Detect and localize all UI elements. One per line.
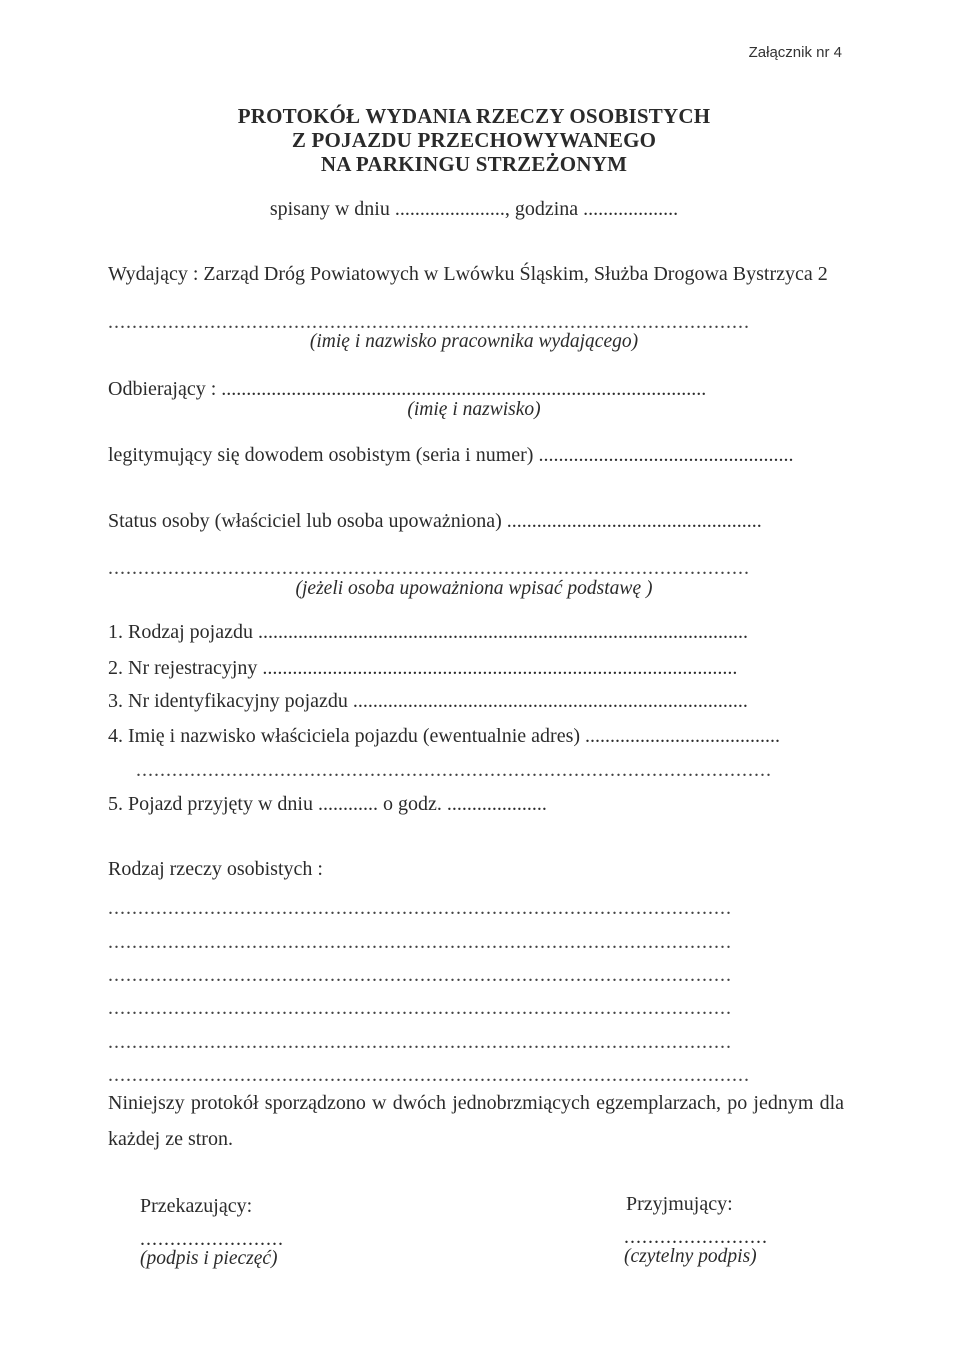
title-line-2: Z POJAZDU PRZECHOWYWANEGO — [291, 128, 657, 152]
issuer-caption: (imię i nazwisko pracownika wydającego) — [309, 331, 639, 352]
title-line-3: NA PARKINGU STRZEŻONYM — [320, 152, 628, 176]
closing-statement-end: każdej ze stron. — [108, 1128, 233, 1150]
belongings-label: Rodzaj rzeczy osobistych : — [108, 858, 323, 880]
annex-label: Załącznik nr 4 — [748, 44, 842, 61]
status-caption: (jeżeli osoba upoważniona wpisać podstawę ) — [295, 578, 653, 599]
item-owner-continuation: .......................................................................................................... — [136, 759, 772, 781]
item-vin: 3. Nr identyfikacyjny pojazdu ............................................................................... — [108, 690, 748, 712]
belongings-line: ........................................................................................................ — [108, 1031, 732, 1053]
closing-statement: Niniejszy protokół sporządzono w dwóch jednobrzmiących egzemplarzach, po jednym dla — [108, 1092, 844, 1114]
belongings-line: ........................................................................................................ — [108, 931, 732, 953]
item-owner: 4. Imię i nazwisko właściciela pojazdu (ewentualnie adres) ....................................... — [108, 725, 781, 747]
written-on-line: spisany w dniu ......................, godzina ................... — [269, 198, 679, 220]
belongings-line: ........................................................................................................ — [108, 997, 732, 1019]
title-line-1: PROTOKÓŁ WYDANIA RZECZY OSOBISTYCH — [237, 104, 711, 128]
item-registration-number: 2. Nr rejestracyjny ............................................................................................... — [108, 657, 738, 679]
belongings-line: ........................................................................................................ — [108, 964, 732, 986]
item-vehicle-type: 1. Rodzaj pojazdu .................................................................................................. — [108, 621, 748, 643]
recipient-line: Odbierający : ................................................................................................. — [108, 378, 707, 400]
status-line: Status osoby (właściciel lub osoba upoważniona) ................................................... — [108, 510, 762, 532]
issuer-line: Wydający : Zarząd Dróg Powiatowych w Lwówku Śląskim, Służba Drogowa Bystrzyca 2 — [108, 263, 828, 285]
signature-left-line: ........................ — [140, 1228, 284, 1250]
item-accepted-date: 5. Pojazd przyjęty w dniu ............ o godz. .................... — [108, 793, 547, 815]
issuer-name-dots: ........................................................................................................... — [108, 311, 750, 333]
status-basis-dots: ........................................................................................................... — [108, 557, 750, 579]
signature-left-caption: (podpis i pieczęć) — [140, 1248, 278, 1269]
belongings-line: ........................................................................................................... — [108, 1064, 750, 1086]
signature-right-line: ........................ — [624, 1226, 768, 1248]
belongings-line: ........................................................................................................ — [108, 897, 732, 919]
signature-right-caption: (czytelny podpis) — [624, 1246, 757, 1267]
id-document-line: legitymujący się dowodem osobistym (seria i numer) ................................................... — [108, 444, 794, 466]
signature-right-label: Przyjmujący: — [626, 1193, 733, 1215]
recipient-caption: (imię i nazwisko) — [407, 399, 541, 420]
signature-left-label: Przekazujący: — [140, 1195, 253, 1217]
